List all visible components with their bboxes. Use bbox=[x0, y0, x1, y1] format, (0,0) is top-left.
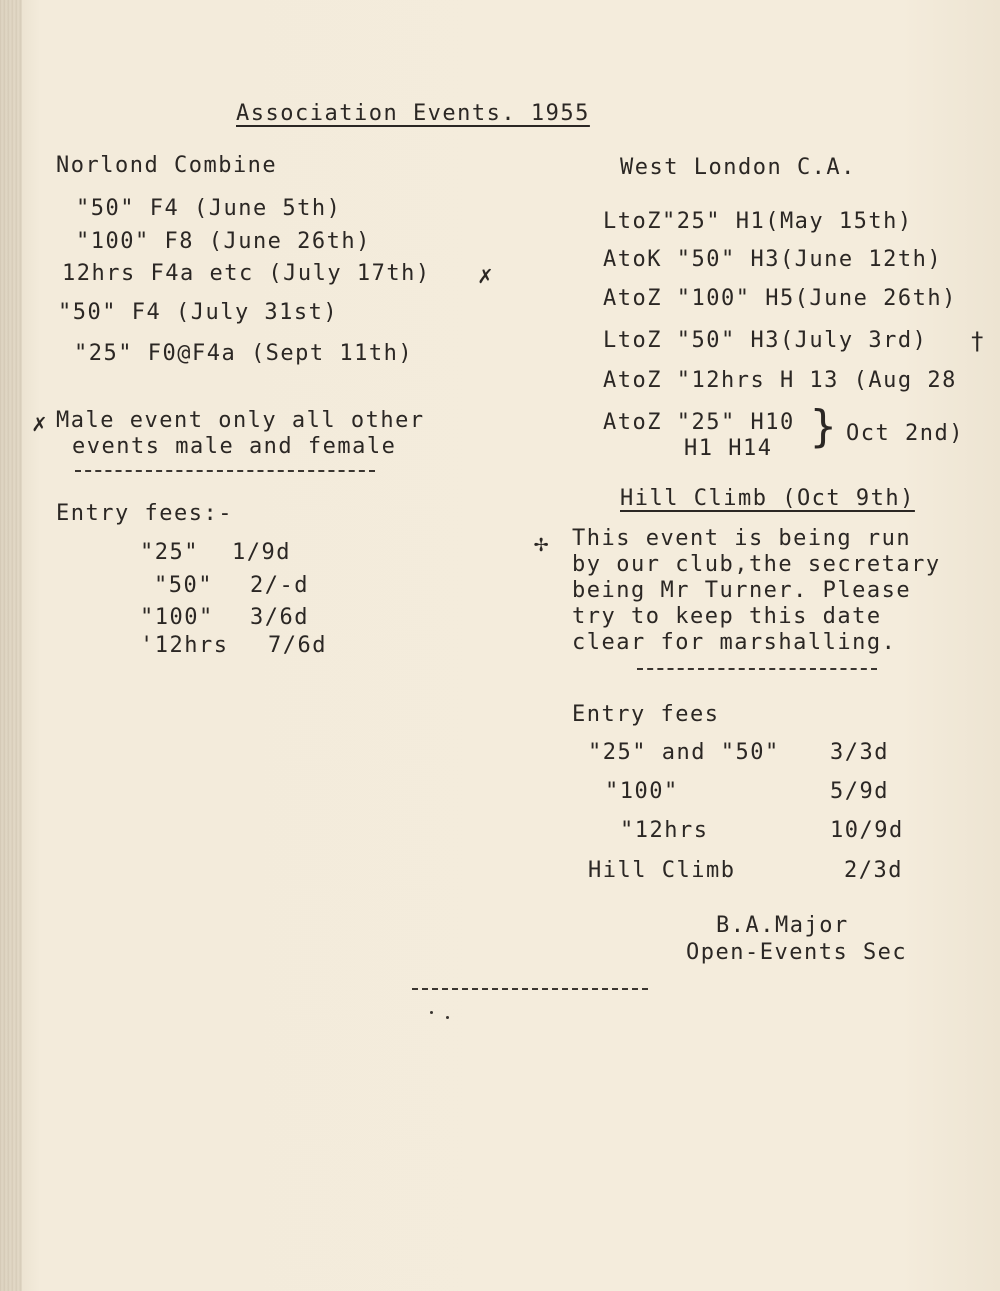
signature-name: B.A.Major bbox=[716, 913, 849, 938]
right-fee-amount: 3/3d bbox=[830, 740, 889, 765]
left-heading: Norlond Combine bbox=[56, 153, 278, 178]
left-event-5: "25" F0@F4a (Sept 11th) bbox=[74, 341, 414, 366]
left-fees-heading: Entry fees:- bbox=[56, 501, 233, 526]
left-fee-event: "100" bbox=[140, 605, 214, 630]
right-fees-heading: Entry fees bbox=[572, 702, 720, 727]
right-event-5: AtoZ "12hrs H 13 (Aug 28 bbox=[603, 368, 957, 393]
dagger-mark-icon: † bbox=[970, 327, 985, 355]
right-event-1: LtoZ"25" H1(May 15th) bbox=[603, 209, 913, 234]
divider bbox=[75, 470, 375, 472]
right-fee-amount: 5/9d bbox=[830, 779, 889, 804]
right-fee-amount: 2/3d bbox=[844, 858, 903, 883]
left-fee-amount: 7/6d bbox=[268, 633, 327, 658]
signature-role: Open-Events Sec bbox=[686, 940, 908, 965]
right-event-6: AtoZ "25" H10 bbox=[603, 410, 795, 435]
left-event-1: "50" F4 (June 5th) bbox=[76, 196, 342, 221]
ink-dot bbox=[430, 1011, 433, 1014]
left-fee-event: '12hrs bbox=[140, 633, 229, 658]
hill-note-line: by our club,the secretary bbox=[572, 552, 941, 577]
right-event-3: AtoZ "100" H5(June 26th) bbox=[603, 286, 957, 311]
right-event-6-date: Oct 2nd) bbox=[846, 421, 964, 446]
left-fee-event: "25" bbox=[140, 540, 199, 565]
right-fee-amount: 10/9d bbox=[830, 818, 904, 843]
cross-mark-icon: ✗ bbox=[32, 409, 47, 437]
right-event-6-cont: H1 H14 bbox=[684, 436, 773, 461]
cross-mark-icon: ✗ bbox=[478, 261, 493, 289]
right-event-2: AtoK "50" H3(June 12th) bbox=[603, 247, 943, 272]
right-event-4: LtoZ "50" H3(July 3rd) bbox=[603, 328, 928, 353]
end-divider bbox=[412, 988, 648, 990]
right-heading: West London C.A. bbox=[620, 155, 856, 180]
right-fee-event: "100" bbox=[605, 779, 679, 804]
note-line-1: Male event only all other bbox=[56, 408, 425, 433]
right-fee-event: "12hrs bbox=[620, 818, 709, 843]
page-title: Association Events. 1955 bbox=[236, 101, 590, 126]
dagger-mark-icon: ✢ bbox=[534, 529, 549, 557]
left-event-2: "100" F8 (June 26th) bbox=[76, 229, 371, 254]
left-event-3: 12hrs F4a etc (July 17th) bbox=[62, 261, 431, 286]
page-binding bbox=[0, 0, 22, 1291]
ink-dot bbox=[446, 1016, 449, 1019]
right-fee-event: "25" and "50" bbox=[588, 740, 780, 765]
left-fee-event: "50" bbox=[154, 573, 213, 598]
left-fee-amount: 2/-d bbox=[250, 573, 309, 598]
left-fee-amount: 1/9d bbox=[232, 540, 291, 565]
right-fee-event: Hill Climb bbox=[588, 858, 736, 883]
left-event-4: "50" F4 (July 31st) bbox=[58, 300, 339, 325]
hill-note-line: try to keep this date bbox=[572, 604, 882, 629]
brace-mark: } bbox=[810, 401, 837, 452]
hill-note-line: This event is being run bbox=[572, 526, 912, 551]
hill-note-line: being Mr Turner. Please bbox=[572, 578, 912, 603]
hill-note-line: clear for marshalling. bbox=[572, 630, 897, 655]
note-line-2: events male and female bbox=[72, 434, 397, 459]
hill-climb-heading: Hill Climb (Oct 9th) bbox=[620, 486, 915, 511]
divider bbox=[637, 668, 877, 670]
left-fee-amount: 3/6d bbox=[250, 605, 309, 630]
